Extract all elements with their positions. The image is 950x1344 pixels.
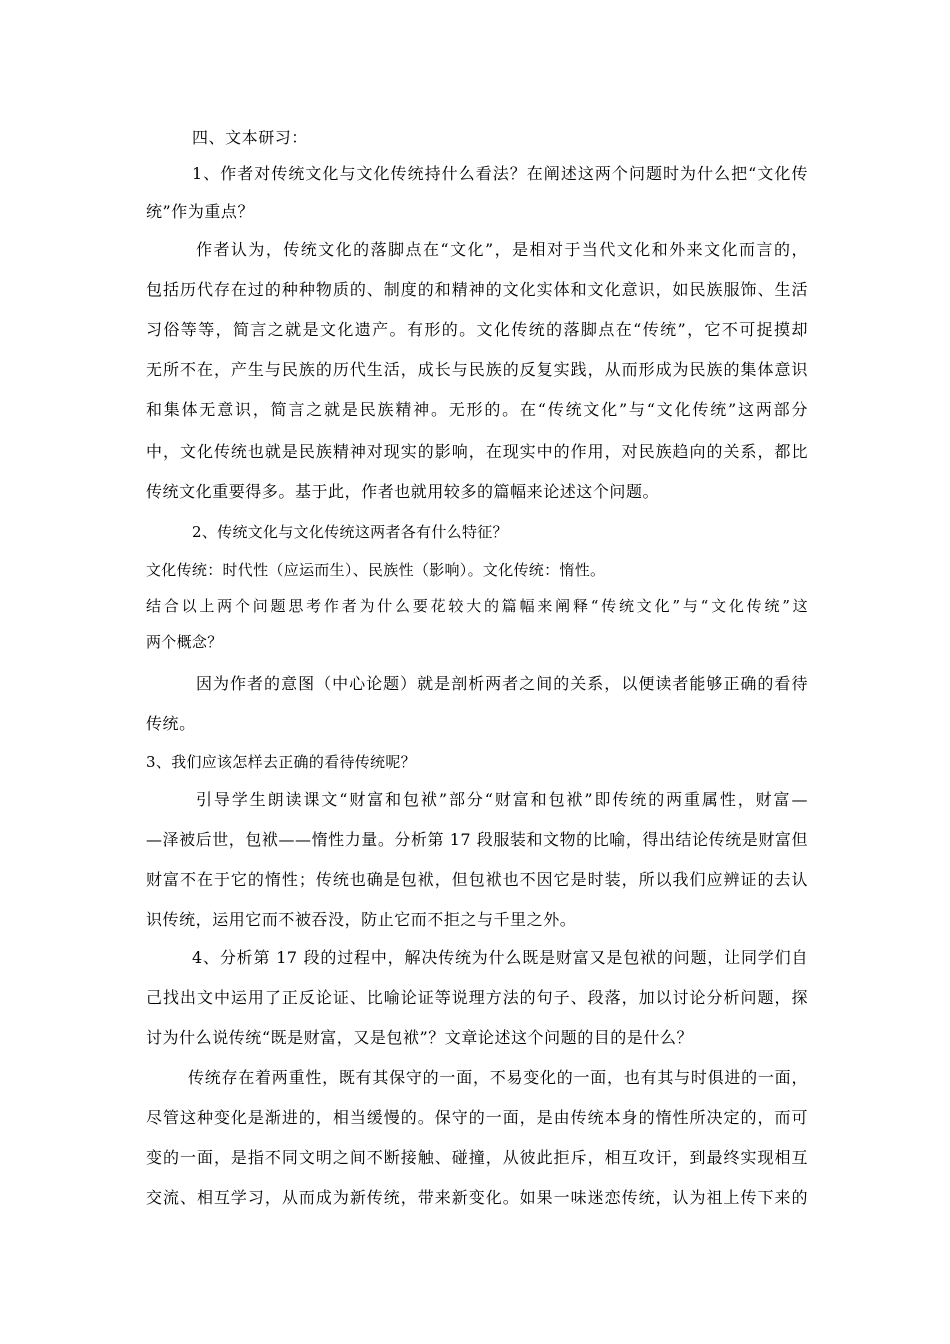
answer-1-line-1: 作者认为，传统文化的落脚点在“文化”，是相对于当代文化和外来文化而言的， bbox=[196, 240, 808, 259]
answer-2b-line-2: 传统。 bbox=[146, 714, 196, 733]
answer-2: 文化传统：时代性（应运而生）、民族性（影响）。文化传统：惰性。 bbox=[146, 561, 606, 579]
answer-4-line-2: 尽管这种变化是渐进的，相当缓慢的。保守的一面，是由传统本身的惰性所决定的，而可 bbox=[146, 1108, 808, 1127]
question-4-line-2: 己找出文中运用了正反论证、比喻论证等说理方法的句子、段落，加以讨论分析问题，探 bbox=[146, 988, 808, 1007]
answer-3-line-4: 识传统，运用它而不被吞没，防止它而不拒之与千里之外。 bbox=[146, 910, 577, 929]
answer-3-line-2: —泽被后世，包袱——惰性力量。分析第 17 段服装和文物的比喻，得出结论传统是财富但 bbox=[146, 830, 808, 849]
question-1-line-2: 统”作为重点？ bbox=[146, 202, 255, 221]
answer-1-line-2: 包括历代存在过的种种物质的、制度的和精神的文化实体和文化意识，如民族服饰、生活 bbox=[146, 280, 808, 299]
answer-1-line-7: 传统文化重要得多。基于此，作者也就用较多的篇幅来论述这个问题。 bbox=[146, 482, 660, 501]
question-2: 2、传统文化与文化传统这两者各有什么特征？ bbox=[192, 523, 508, 541]
section-heading: 四、文本研习： bbox=[192, 128, 308, 147]
answer-2b-line-1: 因为作者的意图（中心论题）就是剖析两者之间的关系，以便读者能够正确的看待 bbox=[196, 674, 808, 693]
answer-1-line-3: 习俗等等，简言之就是文化遗产。有形的。文化传统的落脚点在“传统”，它不可捉摸却 bbox=[146, 320, 808, 339]
question-4-line-1: 4、分析第 17 段的过程中，解决传统为什么既是财富又是包袱的问题，让同学们自 bbox=[192, 948, 808, 967]
question-4-line-3: 讨为什么说传统“既是财富，又是包袱”？文章论述这个问题的目的是什么？ bbox=[146, 1028, 694, 1047]
question-1-line-1: 1、作者对传统文化与文化传统持什么看法？在阐述这两个问题时为什么把“文化传 bbox=[192, 164, 808, 183]
answer-4-line-3: 变的一面，是指不同文明之间不断接触、碰撞，从彼此拒斥，相互攻讦，到最终实现相互 bbox=[146, 1148, 808, 1167]
question-2b-line-1: 结合以上两个问题思考作者为什么要花较大的篇幅来阐释“传统文化”与“文化传统”这 bbox=[146, 597, 808, 615]
answer-1-line-5: 和集体无意识，简言之就是民族精神。无形的。在“传统文化”与“文化传统”这两部分 bbox=[146, 400, 808, 419]
answer-4-line-4: 交流、相互学习，从而成为新传统，带来新变化。如果一味迷恋传统，认为祖上传下来的 bbox=[146, 1188, 808, 1207]
answer-4-line-1: 传统存在着两重性，既有其保守的一面，不易变化的一面，也有其与时俱进的一面， bbox=[188, 1068, 808, 1087]
answer-1-line-4: 无所不在，产生与民族的历代生活，成长与民族的反复实践，从而形成为民族的集体意识 bbox=[146, 360, 808, 379]
answer-1-line-6: 中，文化传统也就是民族精神对现实的影响，在现实中的作用，对民族趋向的关系，都比 bbox=[146, 442, 808, 461]
answer-3-line-3: 财富不在于它的惰性；传统也确是包袱，但包袱也不因它是时装，所以我们应辨证的去认 bbox=[146, 870, 808, 889]
question-2b-line-2: 两个概念？ bbox=[146, 633, 223, 651]
answer-3-line-1: 引导学生朗读课文“财富和包袱”部分“财富和包袱”即传统的两重属性，财富— bbox=[196, 790, 808, 809]
question-3: 3、我们应该怎样去正确的看待传统呢？ bbox=[146, 753, 416, 771]
